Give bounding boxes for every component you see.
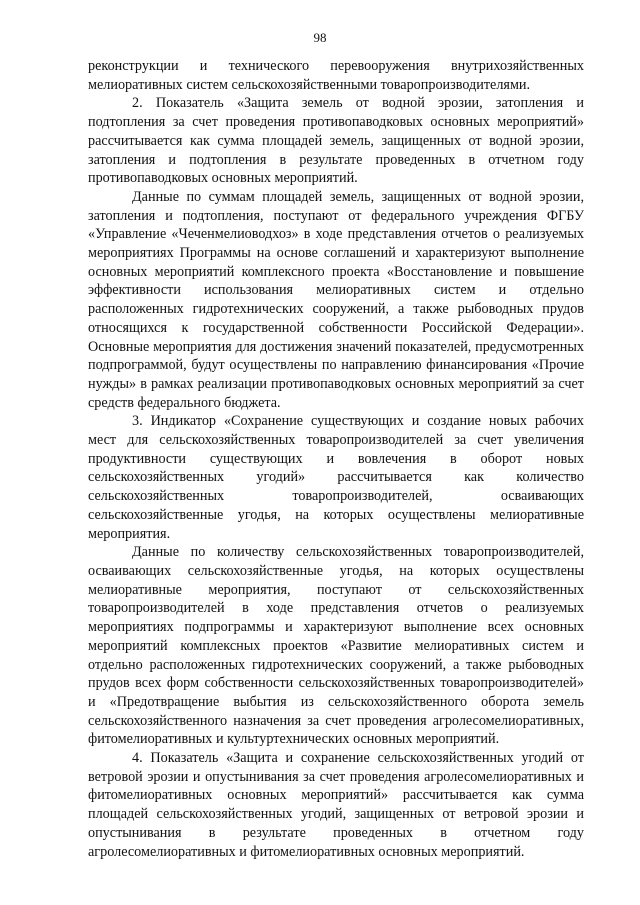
paragraph-indicator-3: 3. Индикатор «Сохранение существующих и создание новых рабочих мест для сельскохозяйственных товаропроизводителей за счет увеличения продуктивности существующих и вовлечения в оборот новых сельскохозяйственных угодий» рассчитывается как количество сельскохозяйственных товаропроизводителей, осваивающих сельскохозяйственные угодья, на которых осуществлены мелиоративные мероприятия. <box>88 413 584 542</box>
paragraph-indicator-2: 2. Показатель «Защита земель от водной эрозии, затопления и подтопления за счет проведения противопаводковых основных мероприятий» рассчитывается как сумма площадей земель, защищенных от водной эрозии, затопления и подтопления в результате проведенных в отчетном году противопаводковых основных мероприятий. <box>88 95 584 187</box>
page-number: 98 <box>313 30 327 45</box>
paragraph-continuation: реконструкции и технического перевооружения внутрихозяйственных мелиоративных систем сельскохозяйственными товаропроизводителями. <box>88 58 584 93</box>
paragraph-data-source-2: Данные по суммам площадей земель, защищенных от водной эрозии, затопления и подтопления, поступают от федерального учреждения ФГБУ «Управление «Чеченмелиоводхоз» в ходе представления отчетов о реализуемых мероприятиях Программы на основе соглашений и характеризуют выполнение основных мероприятий комплексного проекта «Восстановление и повышение эффективности использования мелиоративных систем и отдельно расположенных гидротехнических сооружений, а также рыбоводных прудов относящихся к государственной собственности Российской Федерации». Основные мероприятия для достижения значений показателей, предусмотренных подпрограммой, будут осуществлены по направлению финансирования «Прочие нужды» в рамках реализации противопаводковых основных мероприятий за счет средств федерального бюджета. <box>88 188 584 411</box>
document-body <box>88 57 584 861</box>
paragraph-indicator-4: 4. Показатель «Защита и сохранение сельскохозяйственных угодий от ветровой эрозии и опустынивания за счет проведения агролесомелиоративных и фитомелиоративных основных мероприятий» рассчитывается как сумма площадей сельскохозяйственных угодий, защищенных от ветровой эрозии и опустынивания в результате проведенных в отчетном году агролесомелиоративных и фитомелиоративных основных мероприятий. <box>88 750 584 860</box>
paragraph-data-source-3: Данные по количеству сельскохозяйственных товаропроизводителей, осваивающих сельскохозяйственные угодья, на которых осуществлены мелиоративные мероприятия, поступают от сельскохозяйственных товаропроизводителей в ходе представления отчетов о реализуемых мероприятиях подпрограммы и характеризуют выполнение всех основных мероприятий комплексных проектов «Развитие мелиоративных систем и отдельно расположенных гидротехнических сооружений, а также рыбоводных прудов всех форм собственности сельскохозяйственных товаропроизводителей» и «Предотвращение выбытия из сельскохозяйственного оборота земель сельскохозяйственного назначения за счет проведения агролесомелиоративных, фитомелиоративных и культуртехнических основных мероприятий. <box>88 544 584 748</box>
